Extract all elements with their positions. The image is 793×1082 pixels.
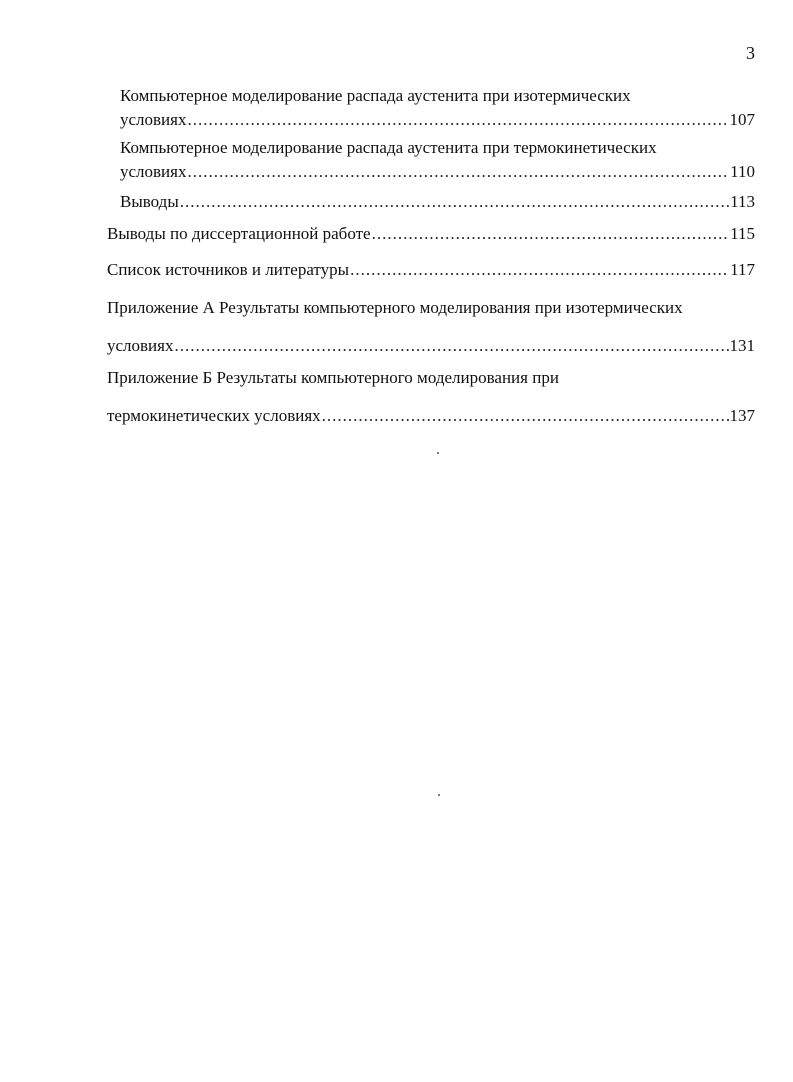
toc-dot-leader xyxy=(187,160,729,184)
toc-entry-title: Список источников и литературы xyxy=(107,260,350,279)
toc-dot-leader xyxy=(174,334,728,358)
toc-entry[interactable] xyxy=(107,296,755,358)
toc-dot-leader xyxy=(350,258,729,282)
toc-dot-leader xyxy=(180,190,729,214)
toc-entry-page: 110 xyxy=(730,162,755,181)
toc-entry[interactable] xyxy=(107,366,755,428)
scan-speck xyxy=(437,452,439,454)
toc-entry-title-line1: Приложение Б Результаты компьютерного моделирования при xyxy=(107,368,559,387)
toc-entry-page: 131 xyxy=(729,336,755,355)
toc-entry-page: 115 xyxy=(730,224,755,243)
toc-entry[interactable] xyxy=(120,84,755,132)
toc-entry-title-line2: условиях xyxy=(107,336,174,355)
toc-entry-page: 113 xyxy=(730,192,755,211)
toc-entry-title-line2: термокинетических условиях xyxy=(107,406,321,425)
toc-entry[interactable] xyxy=(120,136,755,184)
page-number: 3 xyxy=(746,43,755,63)
toc-dot-leader xyxy=(372,222,730,246)
toc-entry-title-line2: условиях xyxy=(120,162,187,181)
toc-entry-title-line1: Приложение А Результаты компьютерного моделирования при изотермических xyxy=(107,298,683,317)
toc-entry-title-line1: Компьютерное моделирование распада аустенита при изотермических xyxy=(120,86,631,105)
scan-speck xyxy=(438,794,440,796)
toc-entry[interactable] xyxy=(120,190,755,214)
toc-dot-leader xyxy=(187,108,728,132)
toc-dot-leader xyxy=(322,404,729,428)
toc-entry-title: Выводы xyxy=(120,192,179,211)
toc-entry-title: Выводы по диссертационной работе xyxy=(107,224,371,243)
toc-entry-page: 107 xyxy=(729,110,755,129)
toc-entry[interactable] xyxy=(107,258,755,282)
toc-entry-page: 137 xyxy=(729,406,755,425)
toc-entry-page: 117 xyxy=(730,260,755,279)
toc-entry-title-line2: условиях xyxy=(120,110,187,129)
toc-entry[interactable] xyxy=(107,222,755,246)
toc-entry-title-line1: Компьютерное моделирование распада аустенита при термокинетических xyxy=(120,138,657,157)
